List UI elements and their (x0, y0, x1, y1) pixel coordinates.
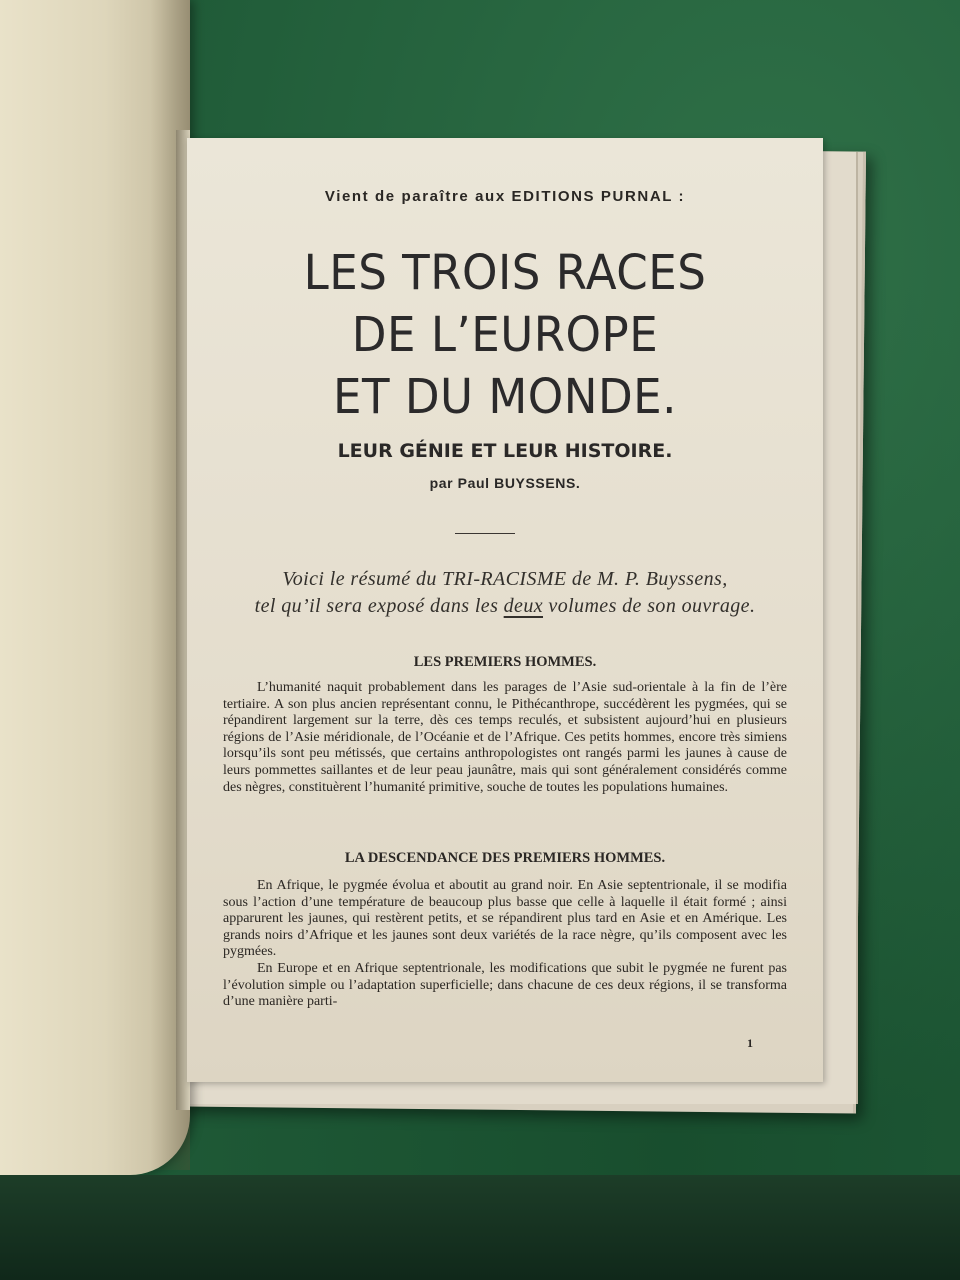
intro-underlined-word: deux (503, 595, 544, 617)
section-1-body (223, 680, 787, 796)
divider-rule (455, 533, 515, 534)
document-page (187, 138, 823, 1082)
publisher-announcement: Vient de paraître aux EDITIONS PURNAL : (324, 188, 686, 205)
intro-line-2a: tel qu’il sera exposé dans les (254, 595, 504, 617)
title-line-1: LES TROIS RACES (303, 245, 707, 301)
intro-line-1: Voici le résumé du TRI-RACISME de M. P. Buyssens, (282, 568, 728, 590)
section-heading-1: LES PREMIERS HOMMES. (413, 654, 597, 670)
section-1-paragraph-1: L’humanité naquit probablement dans les parages de l’Asie sud-orientale à la fin de l’ère tertiaire. A son plus ancien représentant connu, le Pithécanthrope, succédèrent les pygmées, qui se répandirent largement sur la terre, dès ces temps reculés, et subsistent aujourd’hui en plusieurs régions de l’Asie méridionale, de l’Océanie et de l’Afrique. Ces petits hommes, encore très simiens lorsqu’ils sont peu métissés, que certains anthropologistes ont rangés parmi les jaunes à cause de leurs pommettes saillantes et de leur peau jaunâtre, mais qui sont généralement considérés comme des nègres, constituèrent l’humanité primitive, souche de toutes les populations humaines. (223, 680, 787, 795)
section-2-paragraph-1: En Afrique, le pygmée évolua et aboutit au grand noir. En Asie septentrionale, il se modifia sous l’action d’une température de beaucoup plus basse que celle à laquelle il était formé ; ainsi apparurent les jaunes, qui restèrent petits, et se répandirent plus tard en Asie et en Amérique. Les grands noirs d’Afrique et les jaunes sont deux variétés de la race nègre, qu’ils composent avec les pygmées. (223, 878, 787, 960)
author-line: par Paul BUYSSENS. (429, 475, 581, 491)
title-line-3: ET DU MONDE. (333, 369, 677, 425)
left-page (0, 0, 190, 1175)
intro-line-2b: volumes de son ouvrage. (543, 595, 756, 617)
table-surface-shadow (0, 1175, 960, 1280)
page-title (206, 242, 804, 428)
title-line-2: DE L’EUROPE (351, 307, 659, 363)
section-heading-2: LA DESCENDANCE DES PREMIERS HOMMES. (344, 850, 666, 866)
subtitle: LEUR GÉNIE ET LEUR HISTOIRE. (337, 440, 673, 462)
section-2-body (223, 878, 787, 1011)
intro-paragraph (217, 566, 793, 620)
page-number: 1 (747, 1036, 753, 1050)
section-2-paragraph-2: En Europe et en Afrique septentrionale, les modifications que subit le pygmée ne furent pas l’évolution simple ou l’adaptation superficielle; dans chacune de ces deux régions, il se transforma d’une manière parti- (223, 960, 787, 1010)
